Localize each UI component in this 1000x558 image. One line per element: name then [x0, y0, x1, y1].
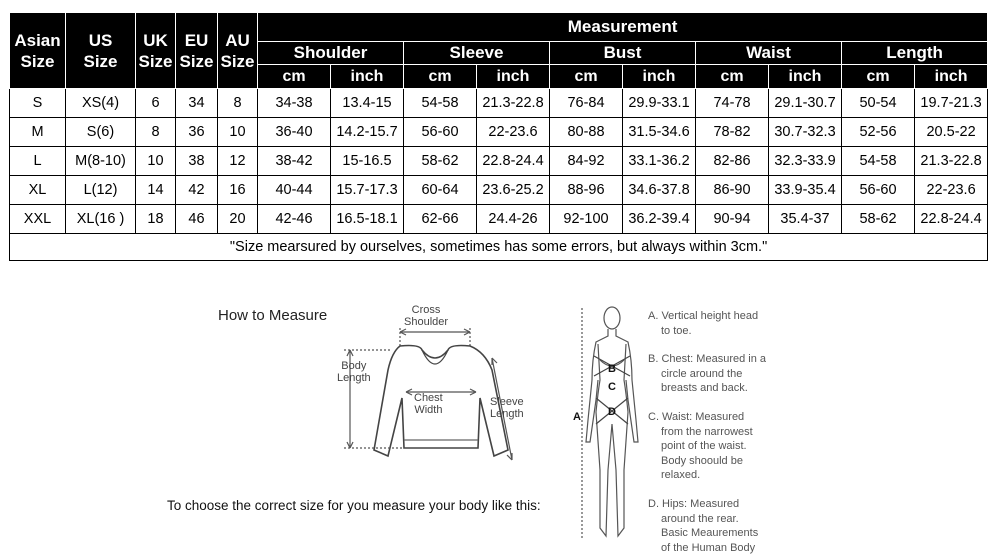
human-figure-diagram [570, 300, 650, 550]
table-cell: 30.7-32.3 [769, 118, 842, 147]
unit-header: cm [404, 65, 477, 89]
unit-header: inch [769, 65, 842, 89]
table-cell: 36-40 [258, 118, 331, 147]
table-cell: XXL [10, 205, 66, 234]
marker-c: C [608, 381, 616, 393]
table-cell: 19.7-21.3 [915, 89, 988, 118]
table-cell: 62-66 [404, 205, 477, 234]
table-cell: 34 [176, 89, 218, 118]
table-cell: 15-16.5 [331, 147, 404, 176]
size-chart-table [9, 12, 988, 261]
table-cell: 46 [176, 205, 218, 234]
table-cell: 56-60 [842, 176, 915, 205]
unit-header: inch [623, 65, 696, 89]
unit-header: inch [331, 65, 404, 89]
table-cell: 20 [218, 205, 258, 234]
table-cell: 15.7-17.3 [331, 176, 404, 205]
how-to-measure-title: How to Measure [218, 307, 328, 324]
table-cell: 56-60 [404, 118, 477, 147]
table-cell: 10 [136, 147, 176, 176]
table-cell: XL [10, 176, 66, 205]
header-measurement: Measurement [258, 13, 988, 42]
table-cell: 60-64 [404, 176, 477, 205]
table-cell: 58-62 [404, 147, 477, 176]
table-row [10, 89, 988, 118]
table-cell: 14 [136, 176, 176, 205]
table-cell: 92-100 [550, 205, 623, 234]
table-cell: 22-23.6 [915, 176, 988, 205]
table-cell: 36.2-39.4 [623, 205, 696, 234]
table-cell: XS(4) [66, 89, 136, 118]
table-cell: 50-54 [842, 89, 915, 118]
table-cell: 38-42 [258, 147, 331, 176]
table-cell: 23.6-25.2 [477, 176, 550, 205]
table-cell: 22.8-24.4 [477, 147, 550, 176]
table-cell: 13.4-15 [331, 89, 404, 118]
header-us-size: US Size [66, 13, 136, 89]
table-cell: 88-96 [550, 176, 623, 205]
table-cell: L(12) [66, 176, 136, 205]
marker-a: A [573, 411, 581, 423]
table-cell: 52-56 [842, 118, 915, 147]
table-row [10, 176, 988, 205]
body-length-label: Body Length [337, 360, 371, 384]
table-cell: 24.4-26 [477, 205, 550, 234]
header-asian-size: Asian Size [10, 13, 66, 89]
table-cell: 58-62 [842, 205, 915, 234]
table-cell: 22-23.6 [477, 118, 550, 147]
table-cell: M [10, 118, 66, 147]
table-cell: 36 [176, 118, 218, 147]
table-cell: S(6) [66, 118, 136, 147]
table-cell: 33.1-36.2 [623, 147, 696, 176]
table-cell: 21.3-22.8 [915, 147, 988, 176]
table-cell: M(8-10) [66, 147, 136, 176]
table-cell: 38 [176, 147, 218, 176]
note-row [10, 234, 988, 261]
cross-shoulder-label: Cross Shoulder [404, 304, 449, 328]
table-cell: 8 [218, 89, 258, 118]
table-cell: 74-78 [696, 89, 769, 118]
legend-b: B. Chest: Measured in a circle around the breasts and back. [648, 353, 767, 394]
table-cell: 20.5-22 [915, 118, 988, 147]
unit-header: cm [550, 65, 623, 89]
table-cell: 90-94 [696, 205, 769, 234]
table-cell: XL(16 ) [66, 205, 136, 234]
table-cell: 10 [218, 118, 258, 147]
table-cell: 14.2-15.7 [331, 118, 404, 147]
table-cell: 86-90 [696, 176, 769, 205]
marker-b: B [608, 363, 616, 375]
table-cell: 54-58 [404, 89, 477, 118]
table-cell: 80-88 [550, 118, 623, 147]
legend-c: C. Waist: Measured from the narrowest point of the waist. Body shoould be relaxed. [648, 411, 753, 481]
chest-width-label: Chest Width [414, 392, 443, 416]
table-cell: 82-86 [696, 147, 769, 176]
table-row [10, 205, 988, 234]
header-uk-size: UK Size [136, 13, 176, 89]
legend-d: D. Hips: Measured around the rear. Basic Meaurements of the Human Body [648, 498, 759, 554]
table-cell: 54-58 [842, 147, 915, 176]
header-waist: Waist [696, 42, 842, 65]
table-cell: 21.3-22.8 [477, 89, 550, 118]
sleeve-length-label: Sleeve Length [490, 396, 524, 420]
table-cell: 76-84 [550, 89, 623, 118]
header-sleeve: Sleeve [404, 42, 550, 65]
legend-a: A. Vertical height head to toe. [648, 310, 759, 337]
marker-d: D [608, 406, 616, 418]
table-cell: 8 [136, 118, 176, 147]
unit-header: cm [696, 65, 769, 89]
size-rows [10, 89, 988, 261]
table-cell: 34-38 [258, 89, 331, 118]
table-cell: 16.5-18.1 [331, 205, 404, 234]
table-cell: 29.9-33.1 [623, 89, 696, 118]
table-cell: 84-92 [550, 147, 623, 176]
unit-header: cm [258, 65, 331, 89]
table-row [10, 147, 988, 176]
table-cell: 34.6-37.8 [623, 176, 696, 205]
header-eu-size: EU Size [176, 13, 218, 89]
size-note: "Size mearsured by ourselves, sometimes has some errors, but always within 3cm." [10, 234, 988, 261]
table-cell: S [10, 89, 66, 118]
table-cell: 35.4-37 [769, 205, 842, 234]
table-row [10, 118, 988, 147]
instruction-text: To choose the correct size for you measure your body like this: [167, 498, 541, 513]
table-cell: 78-82 [696, 118, 769, 147]
header-au-size: AU Size [218, 13, 258, 89]
table-cell: 12 [218, 147, 258, 176]
unit-header: cm [842, 65, 915, 89]
table-cell: 6 [136, 89, 176, 118]
table-cell: 31.5-34.6 [623, 118, 696, 147]
table-cell: 40-44 [258, 176, 331, 205]
table-cell: 42 [176, 176, 218, 205]
table-cell: 32.3-33.9 [769, 147, 842, 176]
header-bust: Bust [550, 42, 696, 65]
header-length: Length [842, 42, 988, 65]
table-cell: 42-46 [258, 205, 331, 234]
table-cell: 33.9-35.4 [769, 176, 842, 205]
table-cell: 29.1-30.7 [769, 89, 842, 118]
table-cell: 22.8-24.4 [915, 205, 988, 234]
table-cell: 16 [218, 176, 258, 205]
table-cell: L [10, 147, 66, 176]
unit-header: inch [477, 65, 550, 89]
table-cell: 18 [136, 205, 176, 234]
unit-header: inch [915, 65, 988, 89]
header-shoulder: Shoulder [258, 42, 404, 65]
